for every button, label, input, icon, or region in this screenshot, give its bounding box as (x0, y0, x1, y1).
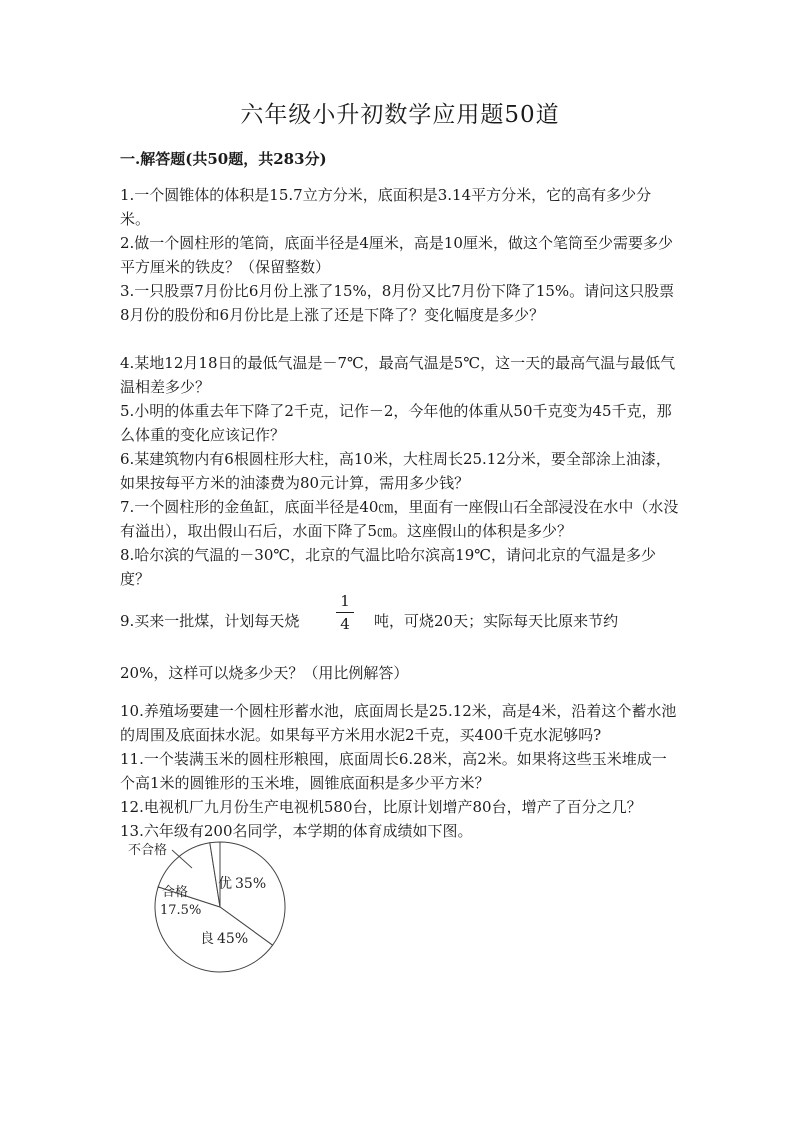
question-9-part1: 9.买来一批煤，计划每天烧 (120, 612, 300, 630)
label-excellent (218, 875, 266, 892)
fraction (336, 591, 354, 634)
spacer (120, 685, 680, 699)
question-9-part2: 吨，可烧20天；实际每天比原来节约 (374, 612, 619, 630)
label-qualified: 合格 (162, 885, 189, 900)
question-11: 11.一个装满玉米的圆柱形粮囤，底面周长6.28米，高2米。如果将这些玉米堆成一个高1米的圆锥形的玉米堆，圆锥底面积是多少平方米？ (120, 750, 667, 792)
question-2: 2.做一个圆柱形的笔筒，底面半径是4厘米，高是10厘米，做这个笔筒至少需要多少平方厘米的铁皮？（保留整数） (120, 234, 673, 276)
label-good-value: 45% (217, 931, 249, 947)
fraction-numerator: 1 (340, 592, 350, 610)
fraction-bar (336, 612, 354, 613)
fraction-denominator: 4 (340, 615, 350, 633)
label-good-name: 良 (200, 931, 214, 947)
label-qualified-value: 17.5% (160, 903, 202, 918)
page-title: 六年级小升初数学应用题50道 (240, 102, 560, 128)
question-7: 7.一个圆柱形的金鱼缸，底面半径是40㎝，里面有一座假山石全部浸没在水中（水没有溢出），取出假山石后，水面下降了5㎝。这座假山的体积是多少？ (120, 498, 679, 540)
question-6: 6.某建筑物内有6根圆柱形大柱，高10米，大柱周长25.12分米，要全部涂上油漆，如果按每平方米的油漆费为80元计算，需用多少钱？ (120, 450, 671, 492)
section-heading: 一.解答题(共50题，共283分) (120, 150, 327, 168)
question-1: 1.一个圆锥体的体积是15.7立方分米，底面积是3.14平方分米，它的高有多少分米。 (120, 186, 652, 228)
question-8: 8.哈尔滨的气温的－30℃，北京的气温比哈尔滨高19℃，请问北京的气温是多少度？ (120, 546, 657, 588)
question-9 (120, 591, 680, 643)
question-13: 13.六年级有200名同学，本学期的体育成绩如下图。 (120, 822, 473, 840)
question-5: 5.小明的体重去年下降了2千克，记作－2，今年他的体重从50千克变为45千克，那么体重的变化应该记作？ (120, 402, 672, 444)
question-list (120, 183, 680, 843)
question-9-part3: 20%，这样可以烧多少天？（用比例解答） (120, 664, 409, 682)
label-excellent-name: 优 (218, 876, 232, 892)
question-3: 3.一只股票7月份比6月份上涨了15%，8月份又比7月份下降了15%。请问这只股票8月份的股份和6月份比是上涨了还是下降了？变化幅度是多少？ (120, 282, 675, 324)
label-unqualified: 不合格 (128, 843, 168, 858)
question-12: 12.电视机厂九月份生产电视机580台，比原计划增产80台，增产了百分之几？ (120, 798, 642, 816)
question-10: 10.养殖场要建一个圆柱形蓄水池，底面周长是25.12米，高是4米，沿着这个蓄水池的周围及底面抹水泥。如果每平方米用水泥2千克，买400千克水泥够吗? (120, 702, 677, 744)
grades-pie-chart (120, 830, 320, 980)
spacer (120, 643, 680, 657)
question-4: 4.某地12月18日的最低气温是－7℃，最高气温是5℃，这一天的最高气温与最低气温相差多少？ (120, 354, 676, 396)
label-excellent-value: 35% (235, 876, 267, 892)
label-good (200, 931, 248, 947)
spacer (120, 327, 680, 351)
